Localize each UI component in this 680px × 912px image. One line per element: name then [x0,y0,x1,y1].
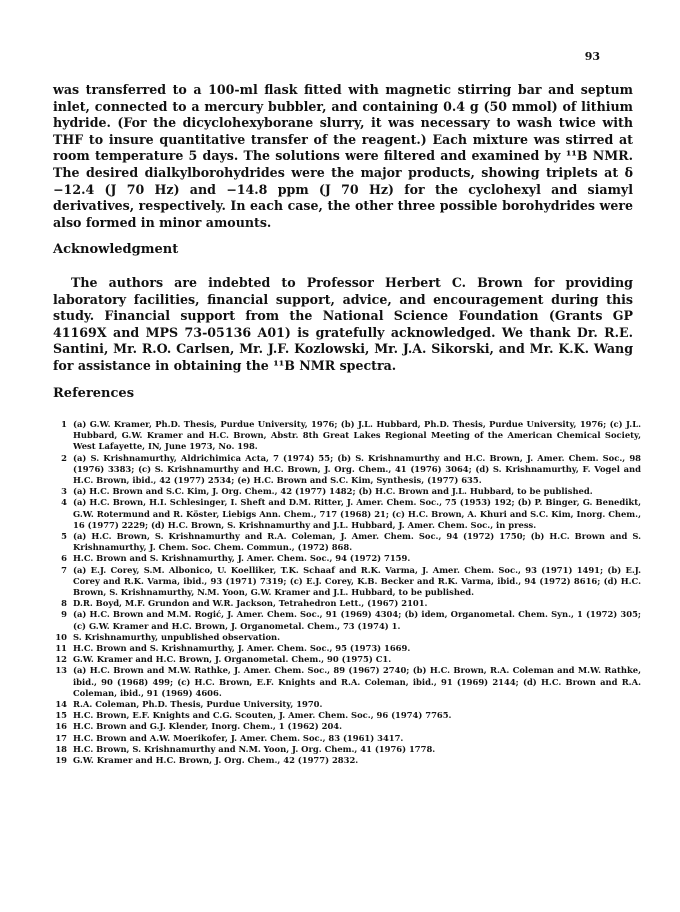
reference-item [53,531,641,553]
reference-item [53,721,641,732]
reference-number: 12 [55,654,67,665]
reference-number: 19 [55,755,67,766]
reference-number: 6 [61,553,67,564]
reference-item [53,710,641,721]
reference-text: (a) H.C. Brown and S.C. Kim, J. Org. Chem., 42 (1977) 1482; (b) H.C. Brown and J.L. Hubbard, to be published. [73,486,593,497]
reference-text: (a) S. Krishnamurthy, Aldrichimica Acta, 7 (1974) 55; (b) S. Krishnamurthy and H.C. Brown, J. Amer. Chem. Soc., 98 (1976) 3383; (c) S. Krishnamurthy and H.C. Brown, J. Org. Chem., 41 (1976) 3064; (d) S. Krishnamurthy, F. Vogel and H.C. Brown, ibid., 42 (1977) 2534; (e) H.C. Brown and S.C. Kim, Synthesis, (1977) 635. [73,452,641,486]
reference-text: H.C. Brown and A.W. Moerikofer, J. Amer. Chem. Soc., 83 (1961) 3417. [73,732,404,743]
reference-item [53,733,641,744]
reference-item [53,665,641,699]
reference-item [53,744,641,755]
reference-text: H.C. Brown and G.J. Klender, Inorg. Chem., 1 (1962) 204. [73,721,343,732]
reference-number: 7 [61,564,67,575]
reference-text: D.R. Boyd, M.F. Grundon and W.R. Jackson, Tetrahedron Lett., (1967) 2101. [73,598,428,609]
reference-item [53,553,641,564]
reference-number: 3 [61,486,67,497]
acknowledgment-paragraph [53,275,633,375]
reference-item [53,486,641,497]
reference-item [53,755,641,766]
reference-text: H.C. Brown, E.F. Knights and C.G. Scouten, J. Amer. Chem. Soc., 96 (1974) 7765. [73,710,452,721]
reference-text: (a) E.J. Corey, S.M. Albonico, U. Koelliker, T.K. Schaaf and R.K. Varma, J. Amer. Chem. Soc., 93 (1971) 1491; (b) E.J. Corey and R.K. Varma, ibid., 93 (1971) 7319; (c) E.J. Corey, K.B. Becker and R.K. Varma, ibid., 94 (1972) 8616; (d) H.C. Brown, S. Krishnamurthy, N.M. Yoon, G.W. Kramer and J.L. Hubbard, to be published. [73,564,641,598]
reference-text: G.W. Kramer and H.C. Brown, J. Organometal. Chem., 90 (1975) C1. [73,654,392,665]
reference-text: (a) H.C. Brown and M.M. Rogić, J. Amer. Chem. Soc., 91 (1969) 4304; (b) idem, Organometal. Chem. Syn., 1 (1972) 305; (c) G.W. Kramer and H.C. Brown, J. Organometal. Chem., 73 (1974) 1. [73,609,641,631]
reference-text: (a) G.W. Kramer, Ph.D. Thesis, Purdue University, 1976; (b) J.L. Hubbard, Ph.D. Thesis, Purdue University, 1976; (c) J.L. Hubbard, G.W. Kramer and H.C. Brown, Abstr. 8th Great Lakes Regional Meeting of the American Chemical Society, West Lafayette, IN, June 1973, No. 198. [73,419,641,452]
references-heading: References [53,386,135,401]
reference-list [53,419,641,766]
reference-number: 10 [55,631,67,642]
reference-text: G.W. Kramer and H.C. Brown, J. Org. Chem., 42 (1977) 2832. [73,755,359,766]
reference-item [53,699,641,710]
reference-text: R.A. Coleman, Ph.D. Thesis, Purdue University, 1970. [73,699,323,710]
reference-number: 2 [61,452,67,463]
reference-number: 14 [55,699,67,710]
reference-number: 4 [61,497,67,508]
reference-number: 8 [61,598,67,609]
reference-number: 15 [55,710,67,721]
reference-text: (a) H.C. Brown, H.I. Schlesinger, I. Sheft and D.M. Ritter, J. Amer. Chem. Soc., 75 (1953) 192; (b) P. Binger, G. Benedikt, G.W. Rotermund and R. Köster, Liebigs Ann. Chem., 717 (1968) 21; (c) H.C. Brown, A. Khuri and S.C. Kim, Inorg. Chem., 16 (1977) 2229; (d) H.C. Brown, S. Krishnamurthy and J.L. Hubbard, J. Amer. Chem. Soc., in press. [73,497,641,530]
reference-text: S. Krishnamurthy, unpublished observation. [73,631,281,642]
reference-text: H.C. Brown, S. Krishnamurthy and N.M. Yoon, J. Org. Chem., 41 (1976) 1778. [73,743,436,754]
reference-number: 13 [55,665,67,676]
reference-item [53,632,641,643]
reference-item [53,497,641,531]
experimental-paragraph [53,82,633,231]
reference-number: 5 [61,531,67,542]
acknowledgment-heading: Acknowledgment [53,242,179,257]
reference-item [53,643,641,654]
reference-number: 18 [55,743,67,754]
reference-item [53,598,641,609]
paragraph-text: was transferred to a 100-ml flask fitted with magnetic stirring bar and septum inlet, connected to a mercury bubbler, and containing 0.4 g (50 mmol) of lithium hydride. (For the dicyclohexyborane slurry, it was necessary to wash twice with THF to insure quantitative transfer of the reagent.) Each mixture was stirred at room temperature 5 days. The solutions were filtered and examined by ¹¹B NMR. The desired dialkylborohydrides were the major products, showing triplets at δ −12.4 (J 70 Hz) and −14.8 ppm (J 70 Hz) for the cyclohexyl and siamyl derivatives, respectively. In each case, the other three possible borohydrides were also formed in minor amounts. [53,82,633,230]
reference-text: H.C. Brown and S. Krishnamurthy, J. Amer. Chem. Soc., 95 (1973) 1669. [73,643,411,654]
reference-item [53,654,641,665]
reference-number: 1 [61,419,67,429]
reference-item [53,453,641,487]
paragraph-text: The authors are indebted to Professor Herbert C. Brown for providing laboratory facilities, financial support, advice, and encouragement during this study. Financial support from the National Science Foundation (Grants GP 41169X and MPS 73-05136 A01) is gratefully acknowledged. We thank Dr. R.E. Santini, Mr. R.O. Carlsen, Mr. J.F. Kozlowski, Mr. J.A. Sikorski, and Mr. K.K. Wang for assistance in obtaining the ¹¹B NMR spectra. [53,275,633,373]
reference-text: H.C. Brown and S. Krishnamurthy, J. Amer. Chem. Soc., 94 (1972) 7159. [73,553,411,564]
reference-number: 9 [61,609,67,620]
reference-item [53,419,641,453]
reference-item [53,609,641,631]
reference-item [53,565,641,599]
reference-number: 16 [55,721,67,732]
reference-number: 11 [55,643,67,654]
reference-text: (a) H.C. Brown, S. Krishnamurthy and R.A. Coleman, J. Amer. Chem. Soc., 94 (1972) 1750; (b) H.C. Brown and S. Krishnamurthy, J. Chem. Soc. Chem. Commun., (1972) 868. [73,531,641,553]
reference-number: 17 [55,732,67,743]
page-number: 93 [584,50,600,63]
reference-text: (a) H.C. Brown and M.W. Rathke, J. Amer. Chem. Soc., 89 (1967) 2740; (b) H.C. Brown, R.A. Coleman and M.W. Rathke, ibid., 90 (1968) 499; (c) H.C. Brown, E.F. Knights and R.A. Coleman, ibid., 91 (1969) 2144; (d) H.C. Brown and R.A. Coleman, ibid., 91 (1969) 4606. [73,665,641,698]
